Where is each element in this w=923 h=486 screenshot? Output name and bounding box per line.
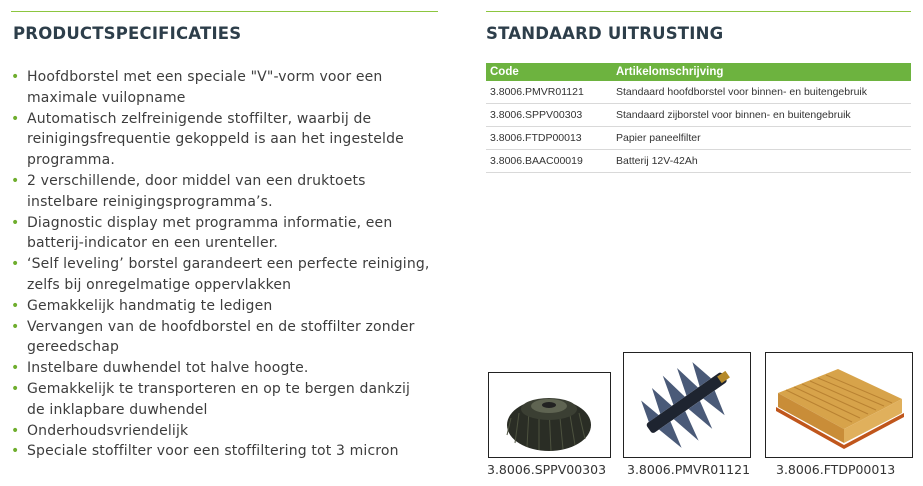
equipment-table <box>486 63 911 173</box>
list-item: • Vervangen van de hoofdborstel en de stoffilter zonder gereedschap <box>11 317 431 359</box>
equipment-heading: STANDAARD UITRUSTING <box>486 24 724 43</box>
list-item: • Automatisch zelfreinigende stoffilter, waarbij de reinigingsfrequentie gekoppeld is aan het ingestelde programma. <box>11 109 431 171</box>
cell-description: Standaard hoofdborstel voor binnen- en buitengebruik <box>612 81 911 104</box>
column-header-description: Artikelomschrijving <box>612 63 911 81</box>
table-row <box>486 104 911 127</box>
cell-description: Standaard zijborstel voor binnen- en buitengebruik <box>612 104 911 127</box>
cell-description: Papier paneelfilter <box>612 127 911 150</box>
list-item: • Hoofdborstel met een speciale "V"-vorm voor een maximale vuilopname <box>11 67 431 109</box>
cell-code: 3.8006.BAAC00019 <box>486 150 612 173</box>
specs-heading: PRODUCTSPECIFICATIES <box>13 24 242 43</box>
list-item: • Gemakkelijk te transporteren en op te bergen dankzij de inklapbare duwhendel <box>11 379 431 421</box>
cell-description: Batterij 12V-42Ah <box>612 150 911 173</box>
table-row <box>486 81 911 104</box>
list-item: • Onderhoudsvriendelijk <box>11 421 431 442</box>
right-top-rule <box>486 11 911 12</box>
side-brush-caption: 3.8006.SPPV00303 <box>487 462 607 477</box>
left-top-rule <box>11 11 438 12</box>
panel-filter-caption: 3.8006.FTDP00013 <box>776 462 896 477</box>
list-item: • Instelbare duwhendel tot halve hoogte. <box>11 358 431 379</box>
main-brush-image <box>623 352 751 458</box>
column-header-code: Code <box>486 63 612 81</box>
list-item: • ‘Self leveling’ borstel garandeert een perfecte reiniging, zelfs bij onregelmatige oppervlakken <box>11 254 431 296</box>
table-row <box>486 127 911 150</box>
table-header-row <box>486 63 911 81</box>
list-item: • Gemakkelijk handmatig te ledigen <box>11 296 431 317</box>
list-item: • Speciale stoffilter voor een stoffiltering tot 3 micron <box>11 441 431 462</box>
specs-list <box>11 67 431 462</box>
cell-code: 3.8006.PMVR01121 <box>486 81 612 104</box>
side-brush-image <box>488 372 611 458</box>
list-item: • Diagnostic display met programma informatie, een batterij-indicator en een urenteller. <box>11 213 431 255</box>
table-row <box>486 150 911 173</box>
panel-filter-image <box>765 352 913 458</box>
cell-code: 3.8006.SPPV00303 <box>486 104 612 127</box>
cell-code: 3.8006.FTDP00013 <box>486 127 612 150</box>
list-item: • 2 verschillende, door middel van een druktoets instelbare reinigingsprogramma’s. <box>11 171 431 213</box>
main-brush-caption: 3.8006.PMVR01121 <box>627 462 751 477</box>
